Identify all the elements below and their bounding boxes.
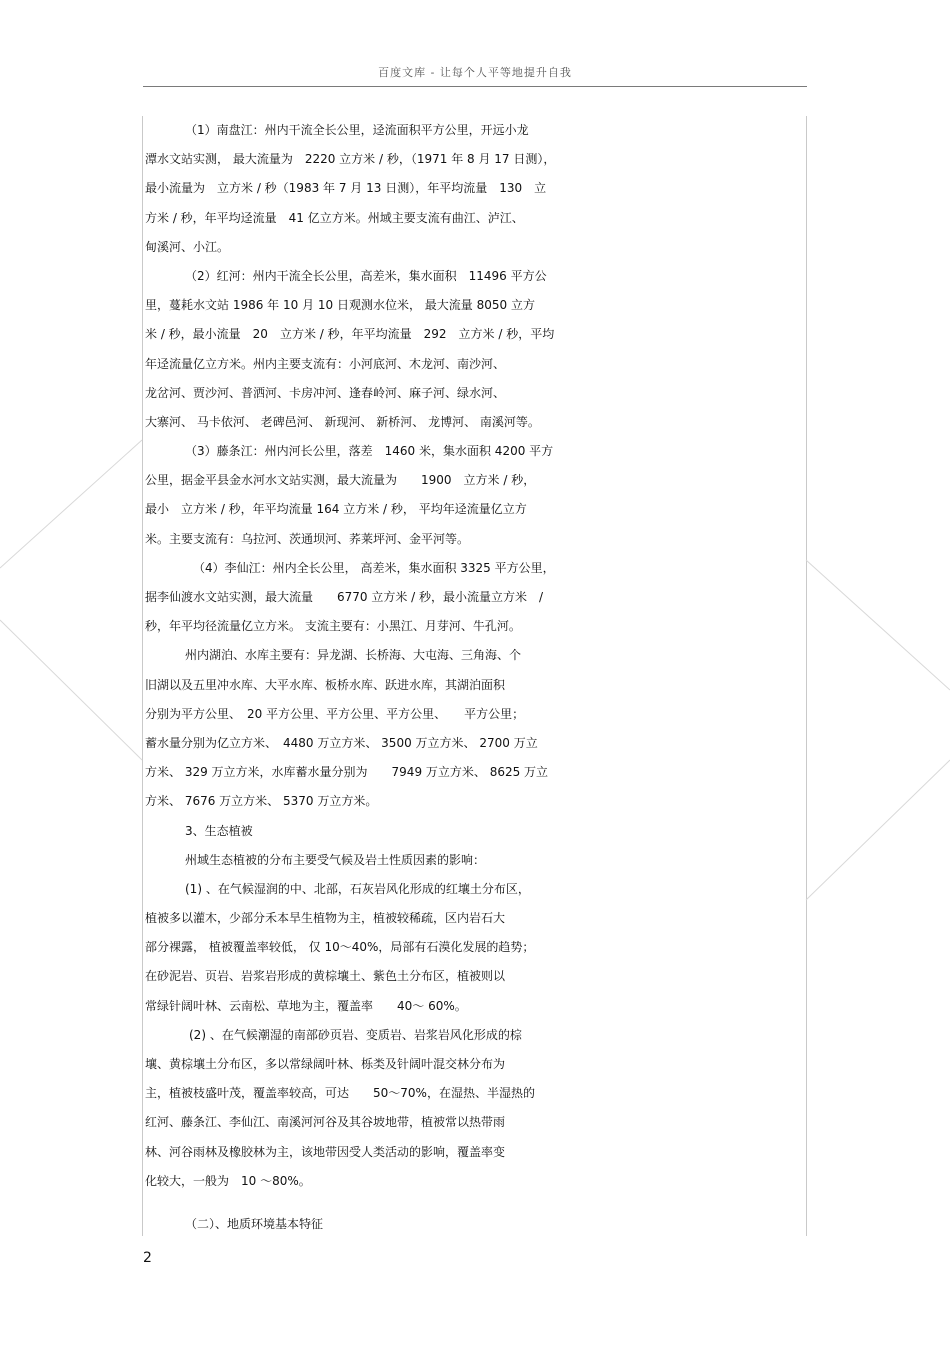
section-gap xyxy=(145,1196,809,1210)
text-line: 年迳流量亿立方米。州内主要支流有：小河底河、木龙河、南沙河、 xyxy=(145,356,506,371)
section-heading-geology xyxy=(145,1210,809,1239)
text-line: 米。主要支流有：乌拉河、茨通坝河、荞莱坪河、金平河等。 xyxy=(145,531,470,546)
text-line: 潭水文站实测， 最大流量为 2220 立方米 / 秒，（1971 年 8 月 17 日测）， xyxy=(145,152,556,167)
paragraph-vegetation-north xyxy=(145,875,809,1021)
section-heading: 3、生态植被 xyxy=(185,823,253,838)
text-line: 部分裸露， 植被覆盖率较低， 仅 10～40%，局部有石漠化发展的趋势； xyxy=(145,940,535,955)
header-rule xyxy=(143,86,807,87)
paragraph-vegetation-south xyxy=(145,1021,809,1196)
text-line: 分别为平方公里、 20 平方公里、平方公里、平方公里、 平方公里； xyxy=(145,706,525,721)
text-line: 方米、 329 万立方米，水库蓄水量分别为 7949 万立方米、 8625 万立 xyxy=(145,765,549,780)
text-line: 据李仙渡水文站实测，最大流量 6770 立方米 / 秒，最小流量立方米 / xyxy=(145,590,544,604)
page-header: 百度文库 - 让每个人平等地提升自我 xyxy=(378,66,572,79)
text-line: （1）南盘江：州内干流全长公里，迳流面积平方公里，开远小龙 xyxy=(185,123,529,137)
text-line: 红河、藤条江、李仙江、南溪河河谷及其谷坡地带，植被常以热带雨 xyxy=(145,1115,506,1130)
text-line: 常绿针阔叶林、云南松、草地为主，覆盖率 40～ 60%。 xyxy=(145,998,467,1013)
text-line: 州内湖泊、水库主要有：异龙湖、长桥海、大屯海、三角海、个 xyxy=(185,648,522,663)
text-line: 州域生态植被的分布主要受气候及岩土性质因素的影响： xyxy=(185,852,486,867)
section-heading-vegetation xyxy=(145,817,809,846)
text-line: 林、河谷雨林及橡胶林为主，该地带因受人类活动的影响，覆盖率变 xyxy=(145,1144,506,1159)
text-line: (2) 、在气候潮湿的南部砂页岩、变质岩、岩浆岩风化形成的棕 xyxy=(189,1027,522,1042)
text-line: 壤、黄棕壤土分布区，多以常绿阔叶林、栎类及针阔叶混交林分布为 xyxy=(145,1057,506,1071)
text-line: 最小 立方米 / 秒，年平均流量 164 立方米 / 秒， 平均年迳流量亿立方 xyxy=(145,502,527,517)
paragraph-lakes-reservoirs xyxy=(145,641,809,816)
text-line: （4）李仙江：州内全长公里， 高差米，集水面积 3325 平方公里， xyxy=(193,560,555,575)
text-line: 最小流量为 立方米 / 秒（1983 年 7 月 13 日测），年平均流量 130 立 xyxy=(145,181,547,196)
paragraph-honghe xyxy=(145,262,809,437)
text-line: 化较大，一般为 10 ～80%。 xyxy=(145,1173,311,1188)
text-line: 公里，据金平县金水河水文站实测，最大流量为 1900 立方米 / 秒， xyxy=(145,473,536,488)
paragraph-lixianjiang xyxy=(145,554,809,642)
text-line: 方米 / 秒，年平均迳流量 41 亿立方米。州域主要支流有曲江、泸江、 xyxy=(145,210,524,225)
paragraph-tengtiaojiang xyxy=(145,437,809,554)
frame-left-border xyxy=(142,116,143,1236)
paragraph-nanpanjiang xyxy=(145,116,809,262)
text-line: (1) 、在气候湿润的中、北部，石灰岩风化形成的红壤土分布区， xyxy=(185,881,530,896)
text-line: 大寨河、 马卡依河、 老碑邑河、 新现河、 新桥河、 龙博河、 南溪河等。 xyxy=(145,414,540,429)
text-line: 米 / 秒，最小流量 20 立方米 / 秒，年平均流量 292 立方米 / 秒，平均 xyxy=(145,327,555,342)
text-line: 里，蔓耗水文站 1986 年 10 月 10 日观测水位米， 最大流量 8050 立方 xyxy=(145,298,535,313)
text-line: （2）红河：州内干流全长公里，高差米，集水面积 11496 平方公 xyxy=(185,268,547,283)
text-line: 龙岔河、贾沙河、普洒河、卡房冲河、逢春岭河、麻子河、绿水河、 xyxy=(145,385,506,400)
text-line: （3）藤条江：州内河长公里，落差 1460 米，集水面积 4200 平方 xyxy=(185,444,554,459)
text-line: 在砂泥岩、页岩、岩浆岩形成的黄棕壤土、紫色土分布区，植被则以 xyxy=(145,969,506,984)
text-line: 植被多以灌木，少部分禾本旱生植物为主，植被较稀疏，区内岩石大 xyxy=(145,911,506,926)
text-line: 蓄水量分别为亿立方米、 4480 万立方米、 3500 万立方米、 2700 万立 xyxy=(145,735,538,750)
page-number: 2 xyxy=(143,1250,152,1266)
text-line: 旧湖以及五里冲水库、大平水库、板桥水库、跃进水库，其湖泊面积 xyxy=(145,677,506,692)
text-line: 主，植被枝盛叶茂，覆盖率较高，可达 50～70%，在湿热、半湿热的 xyxy=(145,1086,535,1101)
section-heading: （二）、地质环境基本特征 xyxy=(185,1216,324,1231)
text-line: 秒，年平均径流量亿立方米。 支流主要有：小黑江、月芽河、牛孔河。 xyxy=(145,619,521,634)
document-body xyxy=(145,116,809,1239)
paragraph-vegetation-intro xyxy=(145,846,809,875)
text-line: 方米、 7676 万立方米、 5370 万立方米。 xyxy=(145,794,378,809)
text-line: 甸溪河、小江。 xyxy=(145,239,230,254)
